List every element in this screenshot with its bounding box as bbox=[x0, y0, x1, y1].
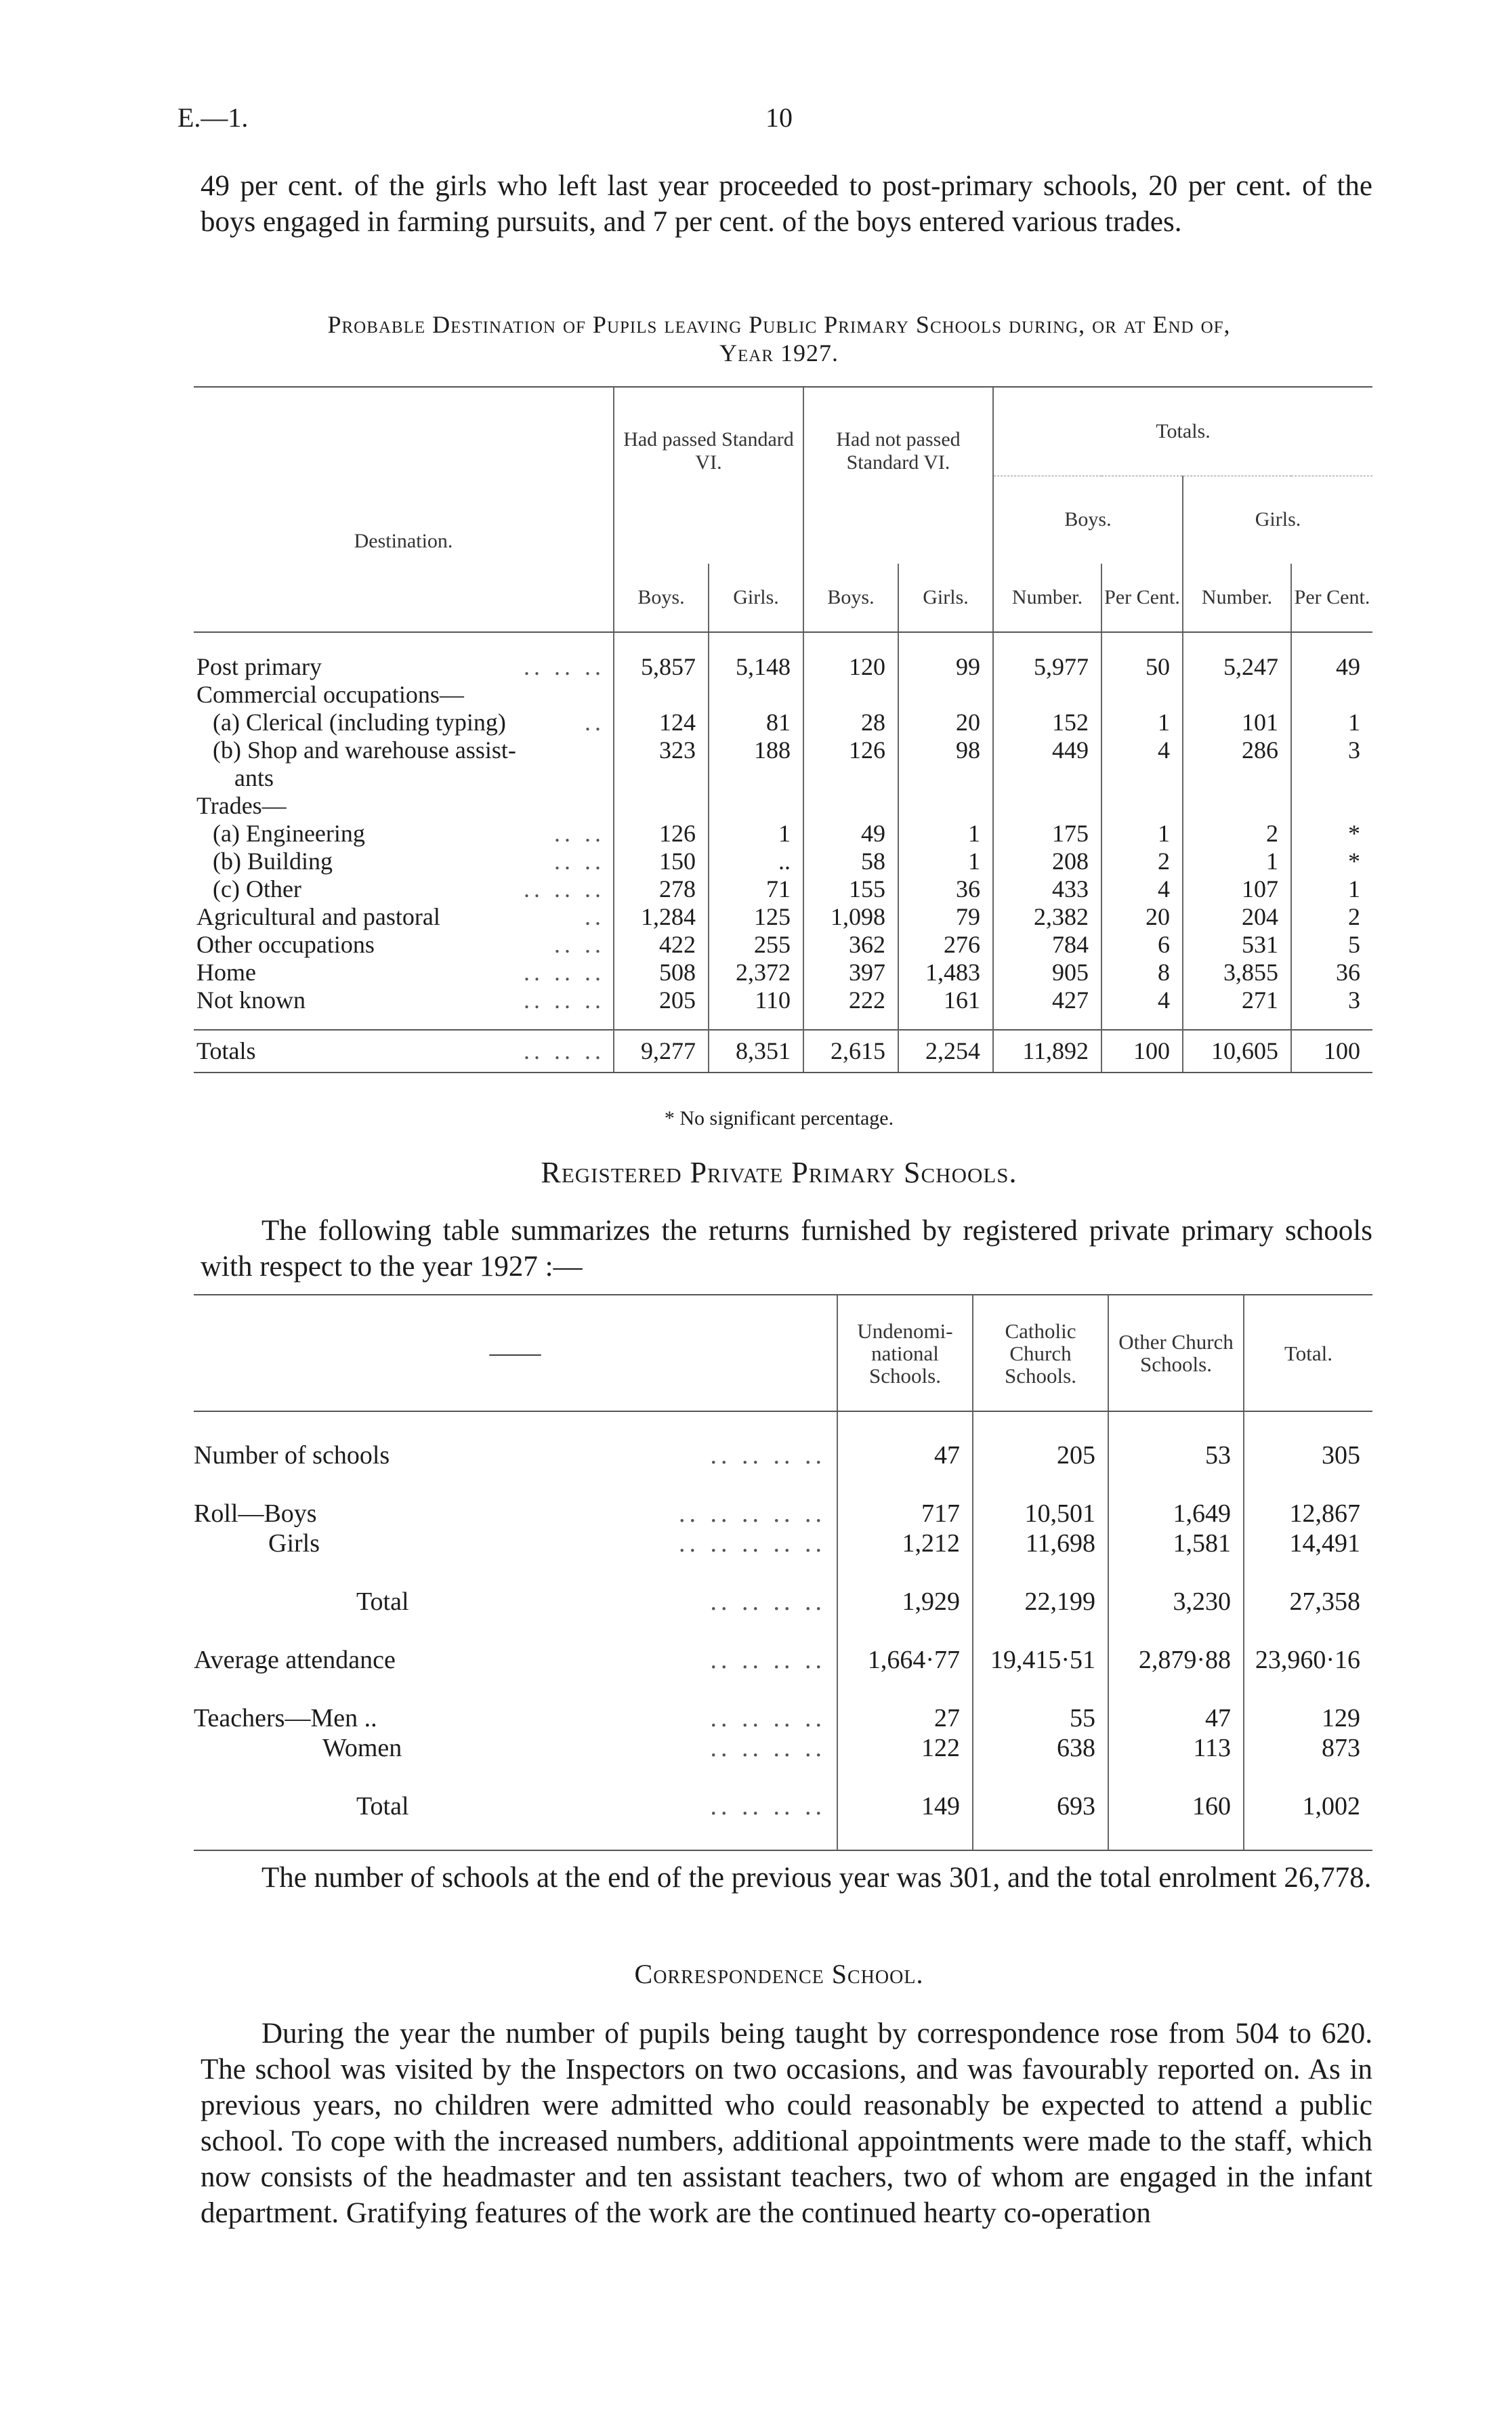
table-row bbox=[194, 1587, 1372, 1617]
leader-dots: .. .. .. bbox=[524, 959, 605, 986]
table-cell: 1 bbox=[1291, 875, 1372, 903]
table-cell bbox=[1291, 681, 1372, 709]
destination-table bbox=[194, 386, 1372, 1073]
table-cell: 6 bbox=[1101, 931, 1183, 959]
table-cell: 1,212 bbox=[837, 1529, 973, 1558]
table-cell: 47 bbox=[1108, 1703, 1244, 1733]
table-cell: 2 bbox=[1291, 903, 1372, 931]
table-cell: 2 bbox=[1183, 820, 1291, 848]
col-girls-percent: Per Cent. bbox=[1291, 564, 1372, 632]
col-other-church: Other Church Schools. bbox=[1108, 1295, 1244, 1411]
table-cell: 28 bbox=[803, 709, 898, 736]
table-cell bbox=[1183, 764, 1291, 792]
table-row bbox=[194, 653, 1372, 681]
table-cell: 276 bbox=[898, 931, 993, 959]
table-cell: 4 bbox=[1101, 986, 1183, 1014]
leader-dots: .. .. .. .. bbox=[710, 1646, 826, 1674]
leader-dots: .. .. .. .. bbox=[710, 1792, 826, 1821]
table-cell bbox=[898, 792, 993, 820]
table-cell bbox=[709, 681, 803, 709]
table-cell: 152 bbox=[993, 709, 1101, 736]
table-cell: 3 bbox=[1291, 986, 1372, 1014]
table-cell: 305 bbox=[1244, 1440, 1372, 1470]
table-cell bbox=[803, 681, 898, 709]
table-cell: 8,351 bbox=[709, 1030, 803, 1073]
table-cell: 161 bbox=[898, 986, 993, 1014]
row-label: Commercial occupations— bbox=[196, 681, 464, 708]
table-cell: 427 bbox=[993, 986, 1101, 1014]
table-cell: 205 bbox=[973, 1440, 1108, 1470]
table-cell: 19,415·51 bbox=[973, 1645, 1108, 1675]
table-cell: 47 bbox=[837, 1440, 973, 1470]
table-cell: 126 bbox=[803, 736, 898, 764]
table-cell: 873 bbox=[1244, 1733, 1372, 1763]
table1-footnote: * No significant percentage. bbox=[664, 1107, 894, 1129]
table-cell: 5,857 bbox=[614, 653, 709, 681]
table-cell bbox=[898, 764, 993, 792]
table-cell: 1,929 bbox=[837, 1587, 973, 1617]
table-cell bbox=[1291, 764, 1372, 792]
row-label: ants bbox=[234, 764, 274, 791]
leader-dots: .. .. .. .. bbox=[710, 1734, 826, 1762]
table-row bbox=[194, 986, 1372, 1014]
leader-dots: .. bbox=[585, 709, 605, 736]
page-number: 10 bbox=[765, 102, 793, 133]
table-cell: 208 bbox=[993, 848, 1101, 875]
table-cell bbox=[803, 764, 898, 792]
row-label: Other occupations bbox=[196, 931, 375, 958]
table-cell: 1,284 bbox=[614, 903, 709, 931]
col-boys-number: Number. bbox=[993, 564, 1101, 632]
table-cell: 53 bbox=[1108, 1440, 1244, 1470]
table-cell: 11,698 bbox=[973, 1529, 1108, 1558]
section2-closing: The number of schools at the end of the previous year was 301, and the total enrolment 26,778. bbox=[261, 1862, 1372, 1894]
table-row bbox=[194, 959, 1372, 986]
table1-title-line2: Year 1927. bbox=[719, 339, 839, 367]
table-cell: 905 bbox=[993, 959, 1101, 986]
table-row bbox=[194, 709, 1372, 736]
section3-heading: Correspondence School. bbox=[634, 1959, 924, 1989]
table-cell: 98 bbox=[898, 736, 993, 764]
table-cell: 1 bbox=[1291, 709, 1372, 736]
col-totals: Totals. bbox=[993, 387, 1372, 476]
section3-paragraph: During the year the number of pupils being taught by correspondence rose from 504 to 620. The school was visited by the Inspectors on two occasions, and was favourably reported on. As in previous years, no children were admitted who could reasonably be expected to attend a public school. To cope with the increased numbers, additional appointments were made to the staff, which now consists of the headmaster and ten assistant teachers, two of whom are engaged in the infant department. Gratifying features of the work are the continued hearty co-operation bbox=[201, 2018, 1372, 2229]
table-cell: 100 bbox=[1101, 1030, 1183, 1073]
table-cell: 49 bbox=[1291, 653, 1372, 681]
table-cell: 1 bbox=[1101, 820, 1183, 848]
table-cell: 1,649 bbox=[1108, 1499, 1244, 1529]
leader-dots: .. bbox=[585, 903, 605, 930]
table-cell: 10,501 bbox=[973, 1499, 1108, 1529]
table-cell: 717 bbox=[837, 1499, 973, 1529]
table-cell: 271 bbox=[1183, 986, 1291, 1014]
table-cell bbox=[993, 764, 1101, 792]
row-label: (c) Other bbox=[213, 875, 301, 902]
table-cell bbox=[1183, 681, 1291, 709]
table-cell: 5,247 bbox=[1183, 653, 1291, 681]
blank-header: —— bbox=[194, 1295, 837, 1411]
table-cell bbox=[898, 681, 993, 709]
leader-dots: .. .. .. bbox=[524, 875, 605, 902]
table-cell: 5 bbox=[1291, 931, 1372, 959]
leader-dots: .. .. .. bbox=[524, 986, 605, 1014]
table-cell: 20 bbox=[898, 709, 993, 736]
col-totals-girls: Girls. bbox=[1183, 476, 1372, 564]
row-label: Totals bbox=[196, 1037, 256, 1064]
row-label: Not known bbox=[196, 986, 306, 1014]
table-cell: 188 bbox=[709, 736, 803, 764]
table-cell: 508 bbox=[614, 959, 709, 986]
table-cell: 124 bbox=[614, 709, 709, 736]
table-cell: 1 bbox=[1183, 848, 1291, 875]
table-cell: 323 bbox=[614, 736, 709, 764]
table-cell: 23,960·16 bbox=[1244, 1645, 1372, 1675]
table-cell: 5,977 bbox=[993, 653, 1101, 681]
table-cell: .. bbox=[709, 848, 803, 875]
table-cell: 8 bbox=[1101, 959, 1183, 986]
row-label: Girls bbox=[268, 1529, 320, 1558]
table-cell: 1 bbox=[1101, 709, 1183, 736]
table-cell: 14,491 bbox=[1244, 1529, 1372, 1558]
leader-dots: .. .. bbox=[554, 931, 605, 958]
table-cell: 110 bbox=[709, 986, 803, 1014]
col-destination: Destination. bbox=[194, 387, 614, 564]
table-cell: 255 bbox=[709, 931, 803, 959]
document-code: E.—1. bbox=[177, 102, 249, 133]
table-cell: 55 bbox=[973, 1703, 1108, 1733]
table-cell bbox=[803, 792, 898, 820]
table-cell: 1,664·77 bbox=[837, 1645, 973, 1675]
col-notpassed-boys: Boys. bbox=[803, 564, 898, 632]
table-cell: * bbox=[1291, 848, 1372, 875]
table-cell bbox=[614, 764, 709, 792]
table-cell: 222 bbox=[803, 986, 898, 1014]
row-label: (b) Shop and warehouse assist- bbox=[213, 736, 516, 764]
table-cell: 107 bbox=[1183, 875, 1291, 903]
table-cell: 81 bbox=[709, 709, 803, 736]
table-cell: 36 bbox=[1291, 959, 1372, 986]
table-cell bbox=[993, 681, 1101, 709]
table-cell: 3 bbox=[1291, 736, 1372, 764]
table-cell: 100 bbox=[1291, 1030, 1372, 1073]
table-cell: 175 bbox=[993, 820, 1101, 848]
table1-title-line1: Probable Destination of Pupils leaving Public Primary Schools during, or at End of, bbox=[327, 311, 1231, 338]
table-row bbox=[194, 1440, 1372, 1470]
table-row bbox=[194, 1733, 1372, 1763]
table-row bbox=[194, 1529, 1372, 1558]
col-undenominational: Undenomi- national Schools. bbox=[837, 1295, 973, 1411]
row-label: Total bbox=[356, 1587, 409, 1616]
table-cell: 638 bbox=[973, 1733, 1108, 1763]
table-cell: 784 bbox=[993, 931, 1101, 959]
table-cell: 4 bbox=[1101, 875, 1183, 903]
row-label: (a) Clerical (including typing) bbox=[213, 709, 506, 736]
leader-dots: .. .. bbox=[554, 820, 605, 847]
table-cell bbox=[1183, 792, 1291, 820]
col-had-not-passed: Had not passed Standard VI. bbox=[803, 387, 993, 564]
table-cell: 3,230 bbox=[1108, 1587, 1244, 1617]
row-label: Agricultural and pastoral bbox=[196, 903, 440, 930]
table-cell: 3,855 bbox=[1183, 959, 1291, 986]
table-row bbox=[194, 820, 1372, 848]
table-cell: 2,879·88 bbox=[1108, 1645, 1244, 1675]
table-cell: 12,867 bbox=[1244, 1499, 1372, 1529]
table-row bbox=[194, 903, 1372, 931]
row-label: Trades— bbox=[196, 792, 287, 819]
table-cell bbox=[1291, 792, 1372, 820]
table-cell bbox=[1101, 764, 1183, 792]
table-row bbox=[194, 1645, 1372, 1675]
col-total: Total. bbox=[1244, 1295, 1372, 1411]
row-label: (b) Building bbox=[213, 848, 333, 875]
table-row bbox=[194, 792, 1372, 820]
private-schools-table bbox=[194, 1294, 1372, 1851]
col-passed-girls: Girls. bbox=[709, 564, 803, 632]
section2-intro: The following table summarizes the returns furnished by registered private primary schools with respect to the year 1927 :— bbox=[201, 1215, 1372, 1283]
table-cell: 1,002 bbox=[1244, 1791, 1372, 1821]
table-cell: 2,382 bbox=[993, 903, 1101, 931]
table-cell: 22,199 bbox=[973, 1587, 1108, 1617]
section2-heading: Registered Private Primary Schools. bbox=[541, 1156, 1017, 1189]
table-cell: 155 bbox=[803, 875, 898, 903]
table-cell bbox=[709, 792, 803, 820]
table-cell: 1 bbox=[709, 820, 803, 848]
table-cell: 113 bbox=[1108, 1733, 1244, 1763]
table-cell: 122 bbox=[837, 1733, 973, 1763]
table-cell: 1,098 bbox=[803, 903, 898, 931]
row-label: Teachers—Men .. bbox=[194, 1704, 377, 1732]
table-cell: 11,892 bbox=[993, 1030, 1101, 1073]
col-passed-boys: Boys. bbox=[614, 564, 709, 632]
col-had-passed: Had passed Standard VI. bbox=[614, 387, 803, 564]
table-cell: 129 bbox=[1244, 1703, 1372, 1733]
table-row bbox=[194, 736, 1372, 764]
table-cell: 2 bbox=[1101, 848, 1183, 875]
table-cell: 20 bbox=[1101, 903, 1183, 931]
row-label: Women bbox=[322, 1734, 402, 1762]
leader-dots: .. .. .. .. bbox=[710, 1441, 826, 1470]
table-cell bbox=[1101, 681, 1183, 709]
col-boys-percent: Per Cent. bbox=[1101, 564, 1183, 632]
table-cell: 149 bbox=[837, 1791, 973, 1821]
table-row bbox=[194, 848, 1372, 875]
table-row bbox=[194, 1791, 1372, 1821]
leader-dots: .. .. .. .. .. bbox=[679, 1499, 826, 1528]
table-row bbox=[194, 1030, 1372, 1073]
table-cell: 4 bbox=[1101, 736, 1183, 764]
table-cell: 150 bbox=[614, 848, 709, 875]
table-cell: 10,605 bbox=[1183, 1030, 1291, 1073]
table-cell bbox=[1101, 792, 1183, 820]
table-row bbox=[194, 681, 1372, 709]
table-cell: 2,615 bbox=[803, 1030, 898, 1073]
table-cell: 36 bbox=[898, 875, 993, 903]
table-cell: 126 bbox=[614, 820, 709, 848]
table-cell: 397 bbox=[803, 959, 898, 986]
row-label: Total bbox=[356, 1792, 409, 1821]
table-row bbox=[194, 764, 1372, 792]
table-cell: 433 bbox=[993, 875, 1101, 903]
table-cell: 101 bbox=[1183, 709, 1291, 736]
table-cell: 1 bbox=[898, 848, 993, 875]
table-row bbox=[194, 931, 1372, 959]
row-label: Number of schools bbox=[194, 1441, 390, 1470]
leader-dots: .. .. .. bbox=[524, 653, 605, 680]
table-cell: 693 bbox=[973, 1791, 1108, 1821]
table-cell: 449 bbox=[993, 736, 1101, 764]
leader-dots: .. .. .. .. bbox=[710, 1704, 826, 1732]
table-cell: 205 bbox=[614, 986, 709, 1014]
col-notpassed-girls: Girls. bbox=[898, 564, 993, 632]
table-cell: 120 bbox=[803, 653, 898, 681]
leader-dots: .. .. bbox=[554, 848, 605, 875]
table-cell: 2,254 bbox=[898, 1030, 993, 1073]
table-cell: 125 bbox=[709, 903, 803, 931]
destination-table-body bbox=[194, 632, 1372, 1073]
row-label: (a) Engineering bbox=[213, 820, 365, 847]
row-label: Average attendance bbox=[194, 1646, 396, 1674]
table-row bbox=[194, 1703, 1372, 1733]
table-cell bbox=[993, 792, 1101, 820]
table-cell: 160 bbox=[1108, 1791, 1244, 1821]
table-cell: 531 bbox=[1183, 931, 1291, 959]
table-cell: 49 bbox=[803, 820, 898, 848]
table-cell: * bbox=[1291, 820, 1372, 848]
row-label: Post primary bbox=[196, 653, 322, 680]
table-cell: 278 bbox=[614, 875, 709, 903]
leader-dots: .. .. .. .. .. bbox=[679, 1529, 826, 1558]
leader-dots: .. .. .. bbox=[524, 1037, 605, 1064]
table-cell: 5,148 bbox=[709, 653, 803, 681]
col-totals-boys: Boys. bbox=[993, 476, 1183, 564]
table-cell: 422 bbox=[614, 931, 709, 959]
table-cell: 79 bbox=[898, 903, 993, 931]
table-cell: 286 bbox=[1183, 736, 1291, 764]
table-cell: 27 bbox=[837, 1703, 973, 1733]
table-cell: 99 bbox=[898, 653, 993, 681]
private-schools-body bbox=[194, 1411, 1372, 1850]
table-cell bbox=[709, 764, 803, 792]
table-cell: 9,277 bbox=[614, 1030, 709, 1073]
table-row bbox=[194, 1499, 1372, 1529]
table-cell: 58 bbox=[803, 848, 898, 875]
table-cell: 50 bbox=[1101, 653, 1183, 681]
col-girls-number: Number. bbox=[1183, 564, 1291, 632]
row-label: Roll—Boys bbox=[194, 1499, 317, 1528]
leader-dots: .. .. .. .. bbox=[710, 1587, 826, 1616]
col-catholic: Catholic Church Schools. bbox=[973, 1295, 1108, 1411]
table-cell: 27,358 bbox=[1244, 1587, 1372, 1617]
table-cell: 2,372 bbox=[709, 959, 803, 986]
table-cell bbox=[614, 792, 709, 820]
table-cell: 1,581 bbox=[1108, 1529, 1244, 1558]
table-cell: 1,483 bbox=[898, 959, 993, 986]
table-cell: 71 bbox=[709, 875, 803, 903]
table-cell bbox=[614, 681, 709, 709]
table-cell: 362 bbox=[803, 931, 898, 959]
table-cell: 1 bbox=[898, 820, 993, 848]
table1-title bbox=[169, 310, 1389, 367]
table-cell: 204 bbox=[1183, 903, 1291, 931]
row-label: Home bbox=[196, 959, 256, 986]
table-row bbox=[194, 875, 1372, 903]
intro-paragraph: 49 per cent. of the girls who left last year proceeded to post-primary schools, 20 per cent. of the boys engaged in farming pursuits, and 7 per cent. of the boys entered various trades. bbox=[201, 170, 1372, 238]
